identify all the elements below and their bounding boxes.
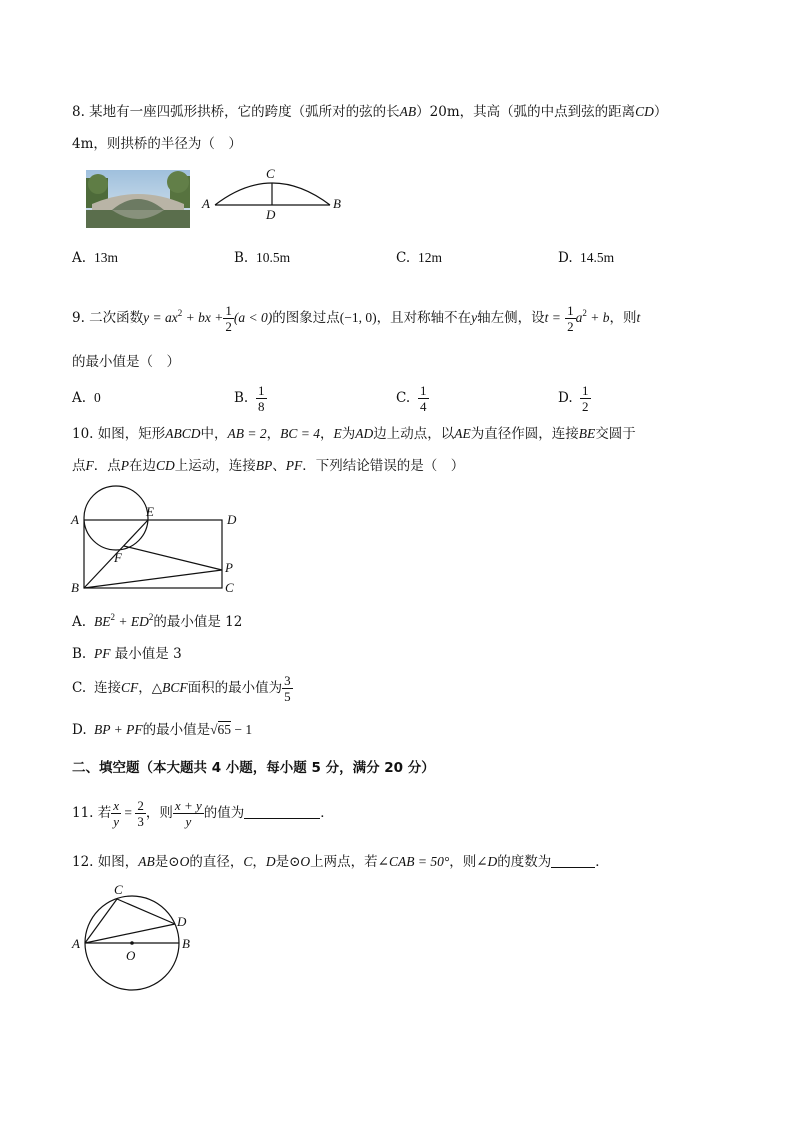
q12-label-O: O — [126, 948, 136, 963]
q10-label-P: P — [225, 560, 233, 575]
q10-option-a[interactable]: A. $BE^2 + ED^2$的最小值是 12 — [72, 612, 243, 630]
q9-stem-line1: 9. 二次函数$y = ax^2$ + bx + $\frac{1}{2}$ (a < 0)的图象过点(−1, 0)，且对称轴不在y轴左侧，设t = $\frac{1}{2}$ $a^2 + b$，则t — [72, 303, 641, 334]
q10-rectangle-diagram — [68, 484, 248, 596]
q10-option-c[interactable]: C. 连接CF，△BCF面积的最小值为 $\frac{3}{5}$ — [72, 673, 291, 704]
section-fill-in-title: 二、填空题（本大题共 4 小题，每小题 5 分，满分 20 分） — [72, 760, 435, 776]
q8-option-b[interactable]: B. 10.5m — [234, 250, 291, 266]
q10-label-D: D — [227, 512, 237, 527]
q9-option-c[interactable]: C. $\frac{1}{4}$ — [396, 383, 427, 414]
q11-stem: 11. 若 $\frac{x}{y}$ = $\frac{2}{3}$ ，则 $\frac{x + y}{y}$ 的值为 ． — [72, 798, 334, 829]
q10-stem-line1: 10. 如图，矩形ABCD中，AB = 2，BC = 4，E为AD边上动点，以AE为直径作圆，连接BE交圆于 — [72, 426, 636, 442]
q8-option-a[interactable]: A. 13m — [72, 250, 119, 266]
q9-option-d[interactable]: D. $\frac{1}{2}$ — [558, 383, 589, 414]
q8-option-d[interactable]: D. 14.5m — [558, 250, 615, 266]
q8-label-D: D — [266, 207, 276, 222]
q8-stem-line1: 8. 某地有一座四弧形拱桥，它的跨度（弧所对的弦的长AB）20m，其高（弧的中点到弦的距离CD） — [72, 104, 668, 120]
q10-label-A: A — [71, 512, 79, 527]
q10-label-C: C — [225, 580, 234, 595]
q11-answer-blank[interactable] — [244, 804, 320, 819]
q8-label-A: A — [202, 196, 210, 211]
q9-option-b[interactable]: B. $\frac{1}{8}$ — [234, 383, 265, 414]
q10-stem-line2: 点F．点P在边CD上运动，连接BP、PF．下列结论错误的是（ ） — [72, 458, 465, 474]
q8-arc-diagram — [200, 165, 350, 225]
q12-label-A: A — [72, 936, 80, 951]
bridge-photo — [86, 170, 190, 228]
q9-stem-line2: 的最小值是（ ） — [72, 354, 180, 370]
q10-label-E: E — [146, 504, 154, 519]
q12-label-D: D — [177, 914, 187, 929]
q10-label-B: B — [71, 580, 79, 595]
q8-label-C: C — [266, 166, 275, 181]
q12-label-B: B — [182, 936, 190, 951]
q12-label-C: C — [114, 882, 123, 897]
q12-circle-diagram — [68, 878, 208, 996]
q8-option-c[interactable]: C. 12m — [396, 250, 443, 266]
q8-label-B: B — [333, 196, 341, 211]
sqrt-symbol: √ — [210, 722, 218, 737]
q10-option-b[interactable]: B. PF 最小值是 3 — [72, 646, 182, 662]
q12-answer-blank[interactable] — [551, 853, 595, 868]
q10-option-d[interactable]: D. BP + PF的最小值是√65 − 1 — [72, 722, 253, 738]
q8-stem-line2: 4m，则拱桥的半径为（ ） — [72, 136, 242, 152]
q9-option-a[interactable]: A. 0 — [72, 390, 101, 406]
q10-label-F: F — [114, 550, 122, 565]
q12-stem: 12. 如图，AB是⊙O的直径，C，D是⊙O上两点，若∠CAB = 50°，则∠D的度数为 ． — [72, 854, 609, 870]
